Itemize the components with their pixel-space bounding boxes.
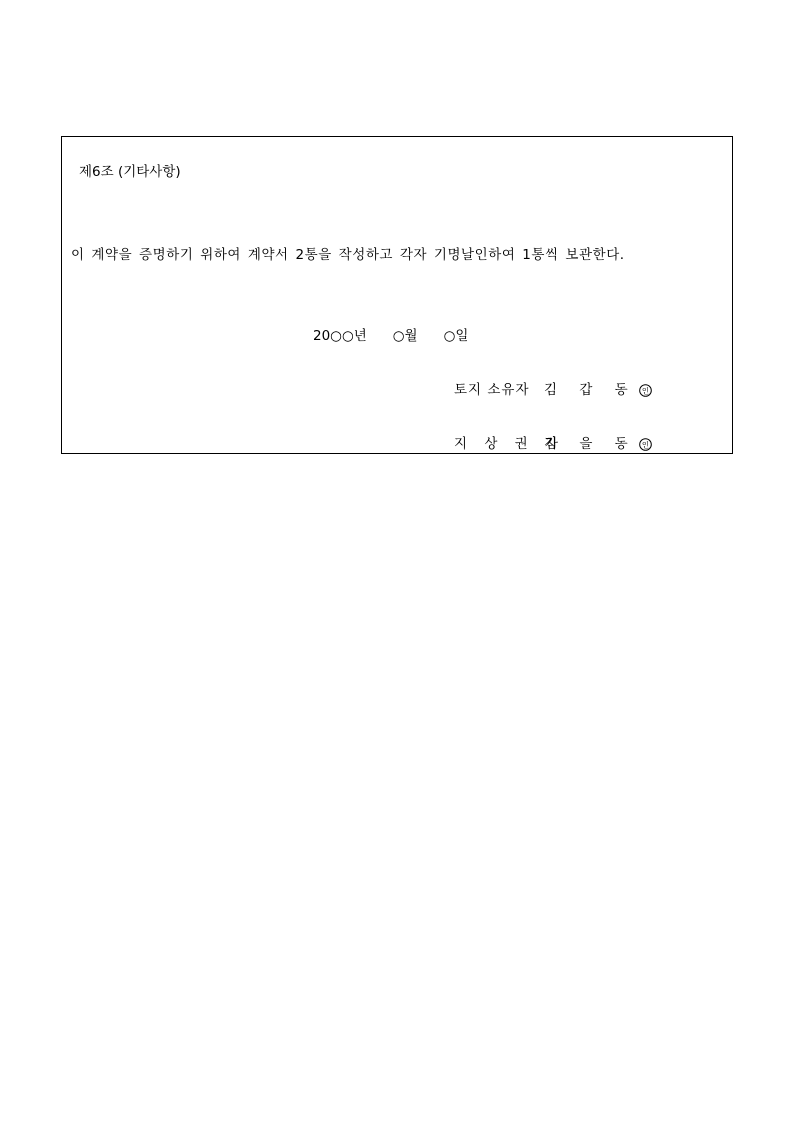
date-day: ○일	[443, 328, 469, 344]
party-land-owner	[454, 381, 652, 399]
party-superficies-holder	[454, 435, 652, 453]
seal-in-icon	[639, 384, 652, 397]
party-name: 김 을 동	[544, 436, 637, 452]
svg-text:인: 인	[641, 385, 649, 395]
article-body-text: 이 계약을 증명하기 위하여 계약서 2통을 작성하고 각자 기명날인하여 1통씩 보관한다.	[71, 247, 625, 263]
date-year: 20○○년	[313, 328, 367, 344]
party-role-label: 토지 소유자	[454, 382, 530, 398]
date-month: ○월	[392, 328, 418, 344]
seal-in-icon	[639, 438, 652, 451]
party-name: 김 갑 동	[544, 382, 637, 398]
article-title: 제6조 (기타사항)	[79, 164, 181, 180]
party-role-label: 지 상 권 자	[454, 436, 565, 452]
svg-text:인: 인	[641, 439, 649, 449]
contract-clause-box	[61, 136, 733, 454]
contract-date	[313, 327, 468, 345]
